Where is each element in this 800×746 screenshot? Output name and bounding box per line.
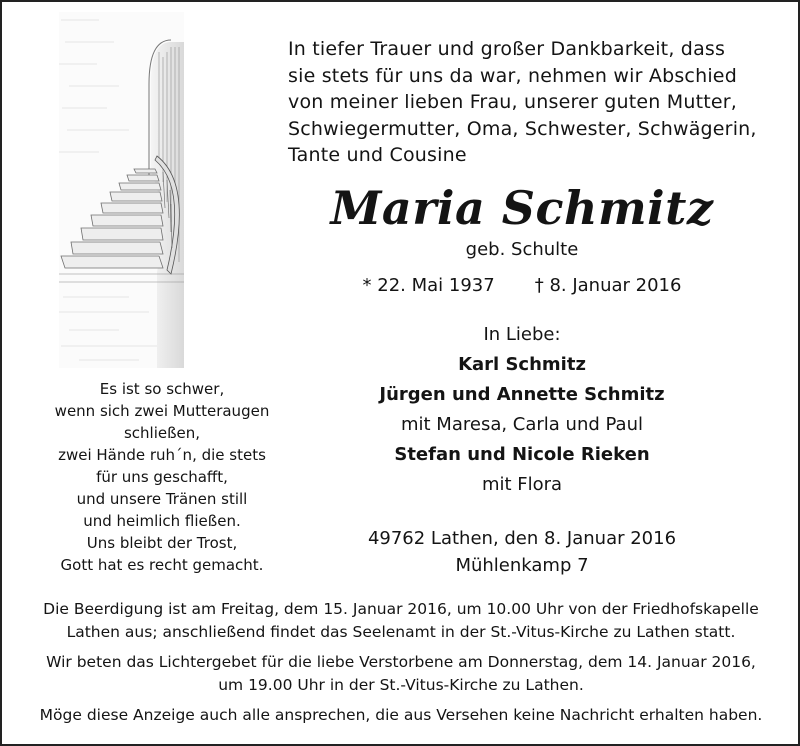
memorial-poem bbox=[27, 378, 297, 576]
mourner-name: Jürgen und Annette Schmitz bbox=[379, 384, 665, 405]
in-love-label: In Liebe: bbox=[483, 324, 561, 345]
place-date: 49762 Lathen, den 8. Januar 2016 bbox=[367, 528, 677, 549]
staircase-drawing-icon bbox=[59, 12, 184, 368]
intro-text bbox=[288, 36, 778, 169]
mourner-name: Karl Schmitz bbox=[458, 354, 586, 375]
service-notes bbox=[16, 598, 786, 734]
intro-line: Tante und Cousine bbox=[288, 144, 467, 166]
funeral-note bbox=[16, 598, 786, 644]
death-date: † 8. Januar 2016 bbox=[534, 275, 682, 296]
poem-line: für uns geschafft, bbox=[96, 468, 228, 486]
mourner-name: Stefan und Nicole Rieken bbox=[394, 444, 650, 465]
poem-line: und unsere Tränen still bbox=[76, 490, 248, 508]
mourners-list bbox=[302, 320, 742, 500]
poem-line: zwei Hände ruh´n, die stets bbox=[58, 446, 266, 464]
intro-line: sie stets für uns da war, nehmen wir Abschied bbox=[288, 64, 737, 87]
prayer-line: um 19.00 Uhr in der St.-Vitus-Kirche zu Lathen. bbox=[218, 676, 584, 694]
life-dates bbox=[302, 274, 742, 298]
mourner-detail: mit Flora bbox=[481, 474, 563, 495]
mourner-detail: mit Maresa, Carla und Paul bbox=[400, 414, 643, 435]
intro-line: In tiefer Trauer und großer Dankbarkeit, dass bbox=[288, 38, 726, 60]
poem-line: wenn sich zwei Mutteraugen bbox=[54, 402, 270, 420]
intro-line: Schwiegermutter, Oma, Schwester, Schwägerin, bbox=[288, 117, 757, 140]
intro-line: von meiner lieben Frau, unserer guten Mutter, bbox=[288, 91, 738, 113]
birth-date: * 22. Mai 1937 bbox=[362, 275, 495, 296]
funeral-line: Lathen aus; anschließend findet das Seelenamt in der St.-Vitus-Kirche zu Lathen statt. bbox=[66, 623, 736, 641]
address: Mühlenkamp 7 bbox=[455, 555, 589, 576]
poem-line: und heimlich fließen. bbox=[83, 512, 241, 530]
funeral-line: Die Beerdigung ist am Freitag, dem 15. Januar 2016, um 10.00 Uhr von der Friedhofskapelle bbox=[43, 600, 759, 618]
prayer-note bbox=[16, 651, 786, 697]
prayer-line: Wir beten das Lichtergebet für die liebe Verstorbene am Donnerstag, dem 14. Januar 2016, bbox=[46, 653, 756, 671]
poem-line: Gott hat es recht gemacht. bbox=[60, 556, 264, 574]
poem-line: Es ist so schwer, bbox=[99, 380, 225, 398]
maiden-name: geb. Schulte bbox=[465, 239, 579, 260]
closing-line: Möge diese Anzeige auch alle ansprechen, die aus Versehen keine Nachricht erhalten haben. bbox=[39, 706, 763, 724]
deceased-name: Maria Schmitz bbox=[330, 181, 714, 235]
poem-line: schließen, bbox=[123, 424, 201, 442]
closing-note bbox=[16, 704, 786, 727]
poem-line: Uns bleibt der Trost, bbox=[86, 534, 238, 552]
place-and-address bbox=[302, 525, 742, 579]
